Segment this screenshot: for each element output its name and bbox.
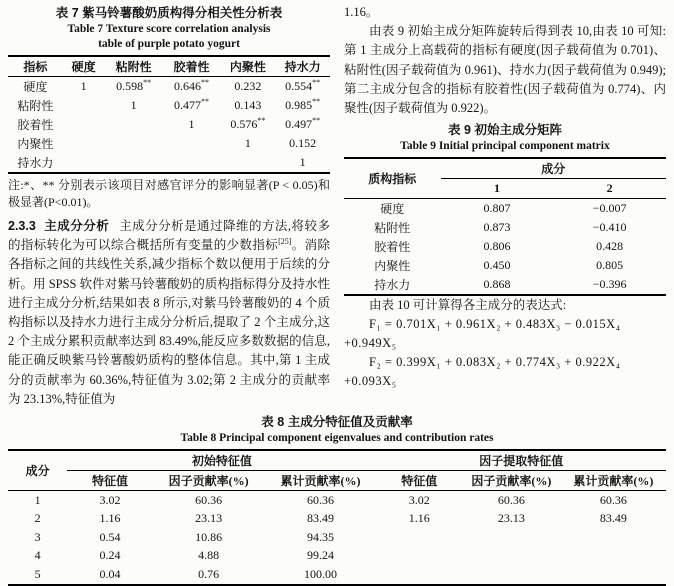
section-body-part1: 主成分分析是通过降维的方法,将较多的指标转化为可以综合概括所有变量的少数指标 — [8, 219, 330, 253]
table-cell — [376, 565, 462, 585]
section-number: 2.3.3 — [8, 219, 36, 233]
table-cell — [462, 565, 561, 585]
table9-caption-zh: 表 9 初始主成分矩阵 — [448, 123, 562, 138]
table-cell: 胶着性 — [374, 239, 411, 254]
table7-footnote: 注:*、** 分别表示该项目对感官评分的影响显著(P < 0.05)和极显著(P<0.01)。 — [8, 178, 330, 209]
table-cell: 1.16 — [99, 511, 121, 526]
table-subheader-row — [8, 471, 666, 491]
matrix-table-header — [344, 158, 666, 198]
col-header-cumulative-1: 累计贡献率(%) — [280, 474, 361, 489]
table-cell: 94.35 — [307, 529, 335, 544]
table-row — [344, 218, 666, 237]
table-row — [8, 491, 666, 510]
table9-caption-en: Table 9 Initial principal component matrix — [400, 140, 610, 153]
table-cell — [376, 547, 462, 566]
two-column-layout — [8, 3, 666, 409]
rotation-paragraph: 由表 9 初始主成分矩阵旋转后得到表 10,由表 10 可知:第 1 主成分上高载荷的指标有硬度(因子载荷值为 0.701)、粘附性(因子载荷值为 0.961)、持水力(因子载荷值为 0.949);第二主成分包含的指标有胶着性(因子载荷值为 0.774)、内聚性(因子载荷值为 0.922)。 — [344, 24, 666, 116]
eigenvalues-table — [8, 449, 666, 586]
table-row — [8, 565, 666, 585]
table-row — [8, 153, 330, 173]
formula-f1-line1: F₁ = 0.701X₁ + 0.961X₂ + 0.483X₃ − 0.015X₄ — [369, 316, 621, 331]
table-cell: 持水力 — [374, 277, 411, 292]
col-header-adhesiveness: 粘附性 — [115, 60, 152, 74]
table-row — [344, 198, 666, 218]
significance-marker: ** — [312, 78, 321, 87]
table-cell: 0.985** — [285, 97, 321, 112]
table-cell: 硬度 — [23, 80, 48, 94]
table-row — [8, 547, 666, 566]
table-cell: 60.36 — [497, 492, 525, 507]
table-cell: 4.88 — [198, 548, 220, 563]
table-row — [8, 77, 330, 97]
col-header-texture-indicator: 质构指标 — [368, 171, 417, 186]
section-paragraph — [8, 217, 330, 409]
table-cell: 60.36 — [599, 492, 627, 507]
expression-intro: 由表 10 可计算得各主成分的表达式: — [369, 297, 567, 312]
table-cell: 0.04 — [99, 566, 121, 581]
table-cell — [63, 96, 105, 115]
table-cell: 内聚性 — [374, 258, 411, 273]
table-cell: −0.410 — [592, 219, 627, 234]
table-cell: 0.868 — [483, 276, 511, 291]
table-cell — [376, 528, 462, 547]
table8-caption — [8, 414, 666, 446]
table-cell — [561, 565, 666, 585]
continuation-line: 1.16。 — [344, 5, 379, 19]
table-row — [8, 96, 330, 115]
table-header-row — [8, 56, 330, 77]
table-cell — [63, 134, 105, 153]
table-cell: 0.806 — [483, 238, 511, 253]
table-cell: 粘附性 — [374, 220, 411, 235]
significance-marker: ** — [201, 97, 210, 106]
significance-marker: ** — [143, 78, 152, 87]
formula-f2-line2: +0.093X₅ — [344, 373, 397, 388]
table-cell: 0.873 — [483, 219, 511, 234]
table-cell — [163, 134, 221, 153]
col-header-gumminess: 胶着性 — [173, 60, 210, 74]
table-cell: 持水力 — [17, 156, 54, 170]
significance-marker: ** — [312, 116, 321, 125]
column-right — [344, 3, 666, 409]
table9-caption — [344, 122, 666, 154]
table-cell: 23.13 — [195, 511, 223, 526]
matrix-table-body — [344, 198, 666, 295]
group-header-initial-eigenvalues: 初始特征值 — [67, 450, 376, 471]
correlation-table — [8, 55, 330, 174]
table-cell — [105, 115, 163, 134]
significance-marker: ** — [257, 116, 266, 125]
significance-marker: ** — [312, 97, 321, 106]
table-cell: 0.477** — [174, 97, 210, 112]
significance-marker: ** — [201, 78, 210, 87]
table-cell: 83.49 — [307, 511, 335, 526]
table-cell: 4 — [34, 548, 41, 563]
table-cell: 0.232 — [234, 79, 262, 93]
col-header-component-2: 2 — [606, 180, 613, 195]
table-cell — [221, 153, 276, 173]
table-cell — [561, 547, 666, 566]
table-cell: 0.152 — [289, 136, 317, 150]
table-row — [8, 510, 666, 529]
correlation-table-header — [8, 56, 330, 77]
table-row — [8, 115, 330, 134]
table-cell: 0.76 — [198, 566, 220, 581]
table-cell: 10.86 — [195, 529, 223, 544]
table-cell: 0.576** — [230, 116, 266, 131]
table-cell — [63, 115, 105, 134]
table-cell: 1 — [244, 136, 251, 150]
col-header-contribution-2: 因子贡献率(%) — [471, 474, 552, 489]
initial-component-matrix-table — [344, 157, 666, 296]
col-header-eigenvalue-1: 特征值 — [91, 474, 128, 489]
table-cell: −0.396 — [592, 276, 627, 291]
table-cell: 1.16 — [408, 511, 430, 526]
col-header-water-holding: 持水力 — [284, 60, 321, 74]
col-header-hardness: 硬度 — [71, 60, 96, 74]
table-cell: 胶着性 — [17, 118, 54, 132]
table8-caption-en: Table 8 Principal component eigenvalues and contribution rates — [180, 432, 494, 445]
bottom-section — [8, 414, 666, 586]
table7-caption-zh: 表 7 紫马铃薯酸奶质构得分相关性分析表 — [55, 6, 283, 20]
table-cell: 3.02 — [408, 492, 430, 507]
table-cell: 0.807 — [483, 200, 511, 215]
table-cell: 5 — [34, 566, 41, 581]
eigenvalues-table-header — [8, 450, 666, 491]
table-cell: 硬度 — [380, 201, 405, 216]
table-cell — [105, 153, 163, 173]
table-header-row — [344, 158, 666, 179]
table-cell: 0.598** — [116, 78, 152, 93]
table7-caption — [8, 5, 330, 52]
table-row — [344, 275, 666, 295]
table-row — [8, 134, 330, 153]
table-cell: 0.450 — [483, 257, 511, 272]
table-cell: 100.00 — [304, 566, 338, 581]
section-title: 主成分分析 — [43, 219, 110, 233]
column-left — [8, 3, 330, 409]
section-body-part2: 。消除各指标之间的共线性关系,减少指标个数以便用于后续的分析。用 SPSS 软件对紫马铃薯酸奶的质构指标得分及持水性进行主成分分析,结果如表 8 所示,对紫马铃薯酸奶的 4 个质构指标以及持水力进行主成分分析后,提取了 2 个主成分,这 2 个主成分累积贡献率达到 83.49%,能反应多数数据的信息,能正确反映紫马铃薯酸奶质构的整体信息。其中,第 1 主成分的贡献率为 60.36%,特征值为 3.02;第 2 主成分的贡献率为 23.13%,特征值为 — [8, 238, 330, 406]
group-header-extracted-eigenvalues: 因子提取特征值 — [376, 450, 666, 471]
table-cell: 2 — [34, 511, 41, 526]
table-cell: 0.554** — [285, 78, 321, 93]
table-cell: 0.24 — [99, 548, 121, 563]
table-cell: 83.49 — [599, 511, 627, 526]
formula-f1 — [344, 315, 666, 353]
col-header-contribution-1: 因子贡献率(%) — [168, 474, 249, 489]
table7-caption-en-line2: table of purple potato yogurt — [98, 38, 240, 50]
col-header-cohesiveness: 内聚性 — [229, 60, 266, 74]
table8-caption-zh: 表 8 主成分特征值及贡献率 — [261, 415, 413, 430]
correlation-table-body — [8, 77, 330, 174]
table-cell: 3 — [34, 529, 41, 544]
table-cell: 1 — [299, 155, 306, 169]
table-cell: 60.36 — [307, 492, 335, 507]
table-cell — [63, 153, 105, 173]
table-cell: 1 — [80, 79, 87, 93]
eigenvalues-table-body — [8, 491, 666, 585]
formula-f2 — [344, 353, 666, 391]
col-header-component-1: 1 — [493, 180, 500, 195]
table-cell: 粘附性 — [17, 99, 54, 113]
table7-caption-en-line1: Table 7 Texture score correlation analysis — [67, 23, 271, 35]
table-cell: 1 — [130, 98, 137, 112]
table-cell: −0.007 — [592, 200, 627, 215]
table-cell: 23.13 — [497, 511, 525, 526]
table-row — [344, 237, 666, 256]
col-header-indicator: 指标 — [23, 60, 48, 74]
col-header-cumulative-2: 累计贡献率(%) — [573, 474, 654, 489]
table-cell: 0.428 — [596, 238, 624, 253]
table-row — [344, 256, 666, 275]
table-row — [8, 528, 666, 547]
table-cell: 1 — [188, 117, 195, 131]
table-cell: 0.143 — [234, 98, 262, 112]
table-header-row — [8, 450, 666, 471]
table-cell: 内聚性 — [17, 137, 54, 151]
col-header-component: 成分 — [25, 464, 50, 479]
table-cell: 0.54 — [99, 529, 121, 544]
table-cell — [105, 134, 163, 153]
reference-marker: [25] — [278, 237, 292, 247]
table-cell: 60.36 — [195, 492, 223, 507]
col-header-eigenvalue-2: 特征值 — [401, 474, 438, 489]
table-cell — [163, 153, 221, 173]
table-cell: 99.24 — [307, 548, 335, 563]
table-cell — [462, 547, 561, 566]
table-cell: 0.646** — [174, 78, 210, 93]
group-header-component: 成分 — [441, 158, 666, 179]
table-cell — [462, 528, 561, 547]
formula-f1-line2: +0.949X₅ — [344, 335, 397, 350]
table-cell: 1 — [34, 492, 41, 507]
table-cell: 0.805 — [596, 257, 624, 272]
table-cell — [561, 528, 666, 547]
formula-f2-line1: F₂ = 0.399X₁ + 0.083X₂ + 0.774X₃ + 0.922X₄ — [369, 354, 621, 369]
table-cell: 3.02 — [99, 492, 121, 507]
table-cell: 0.497** — [285, 116, 321, 131]
